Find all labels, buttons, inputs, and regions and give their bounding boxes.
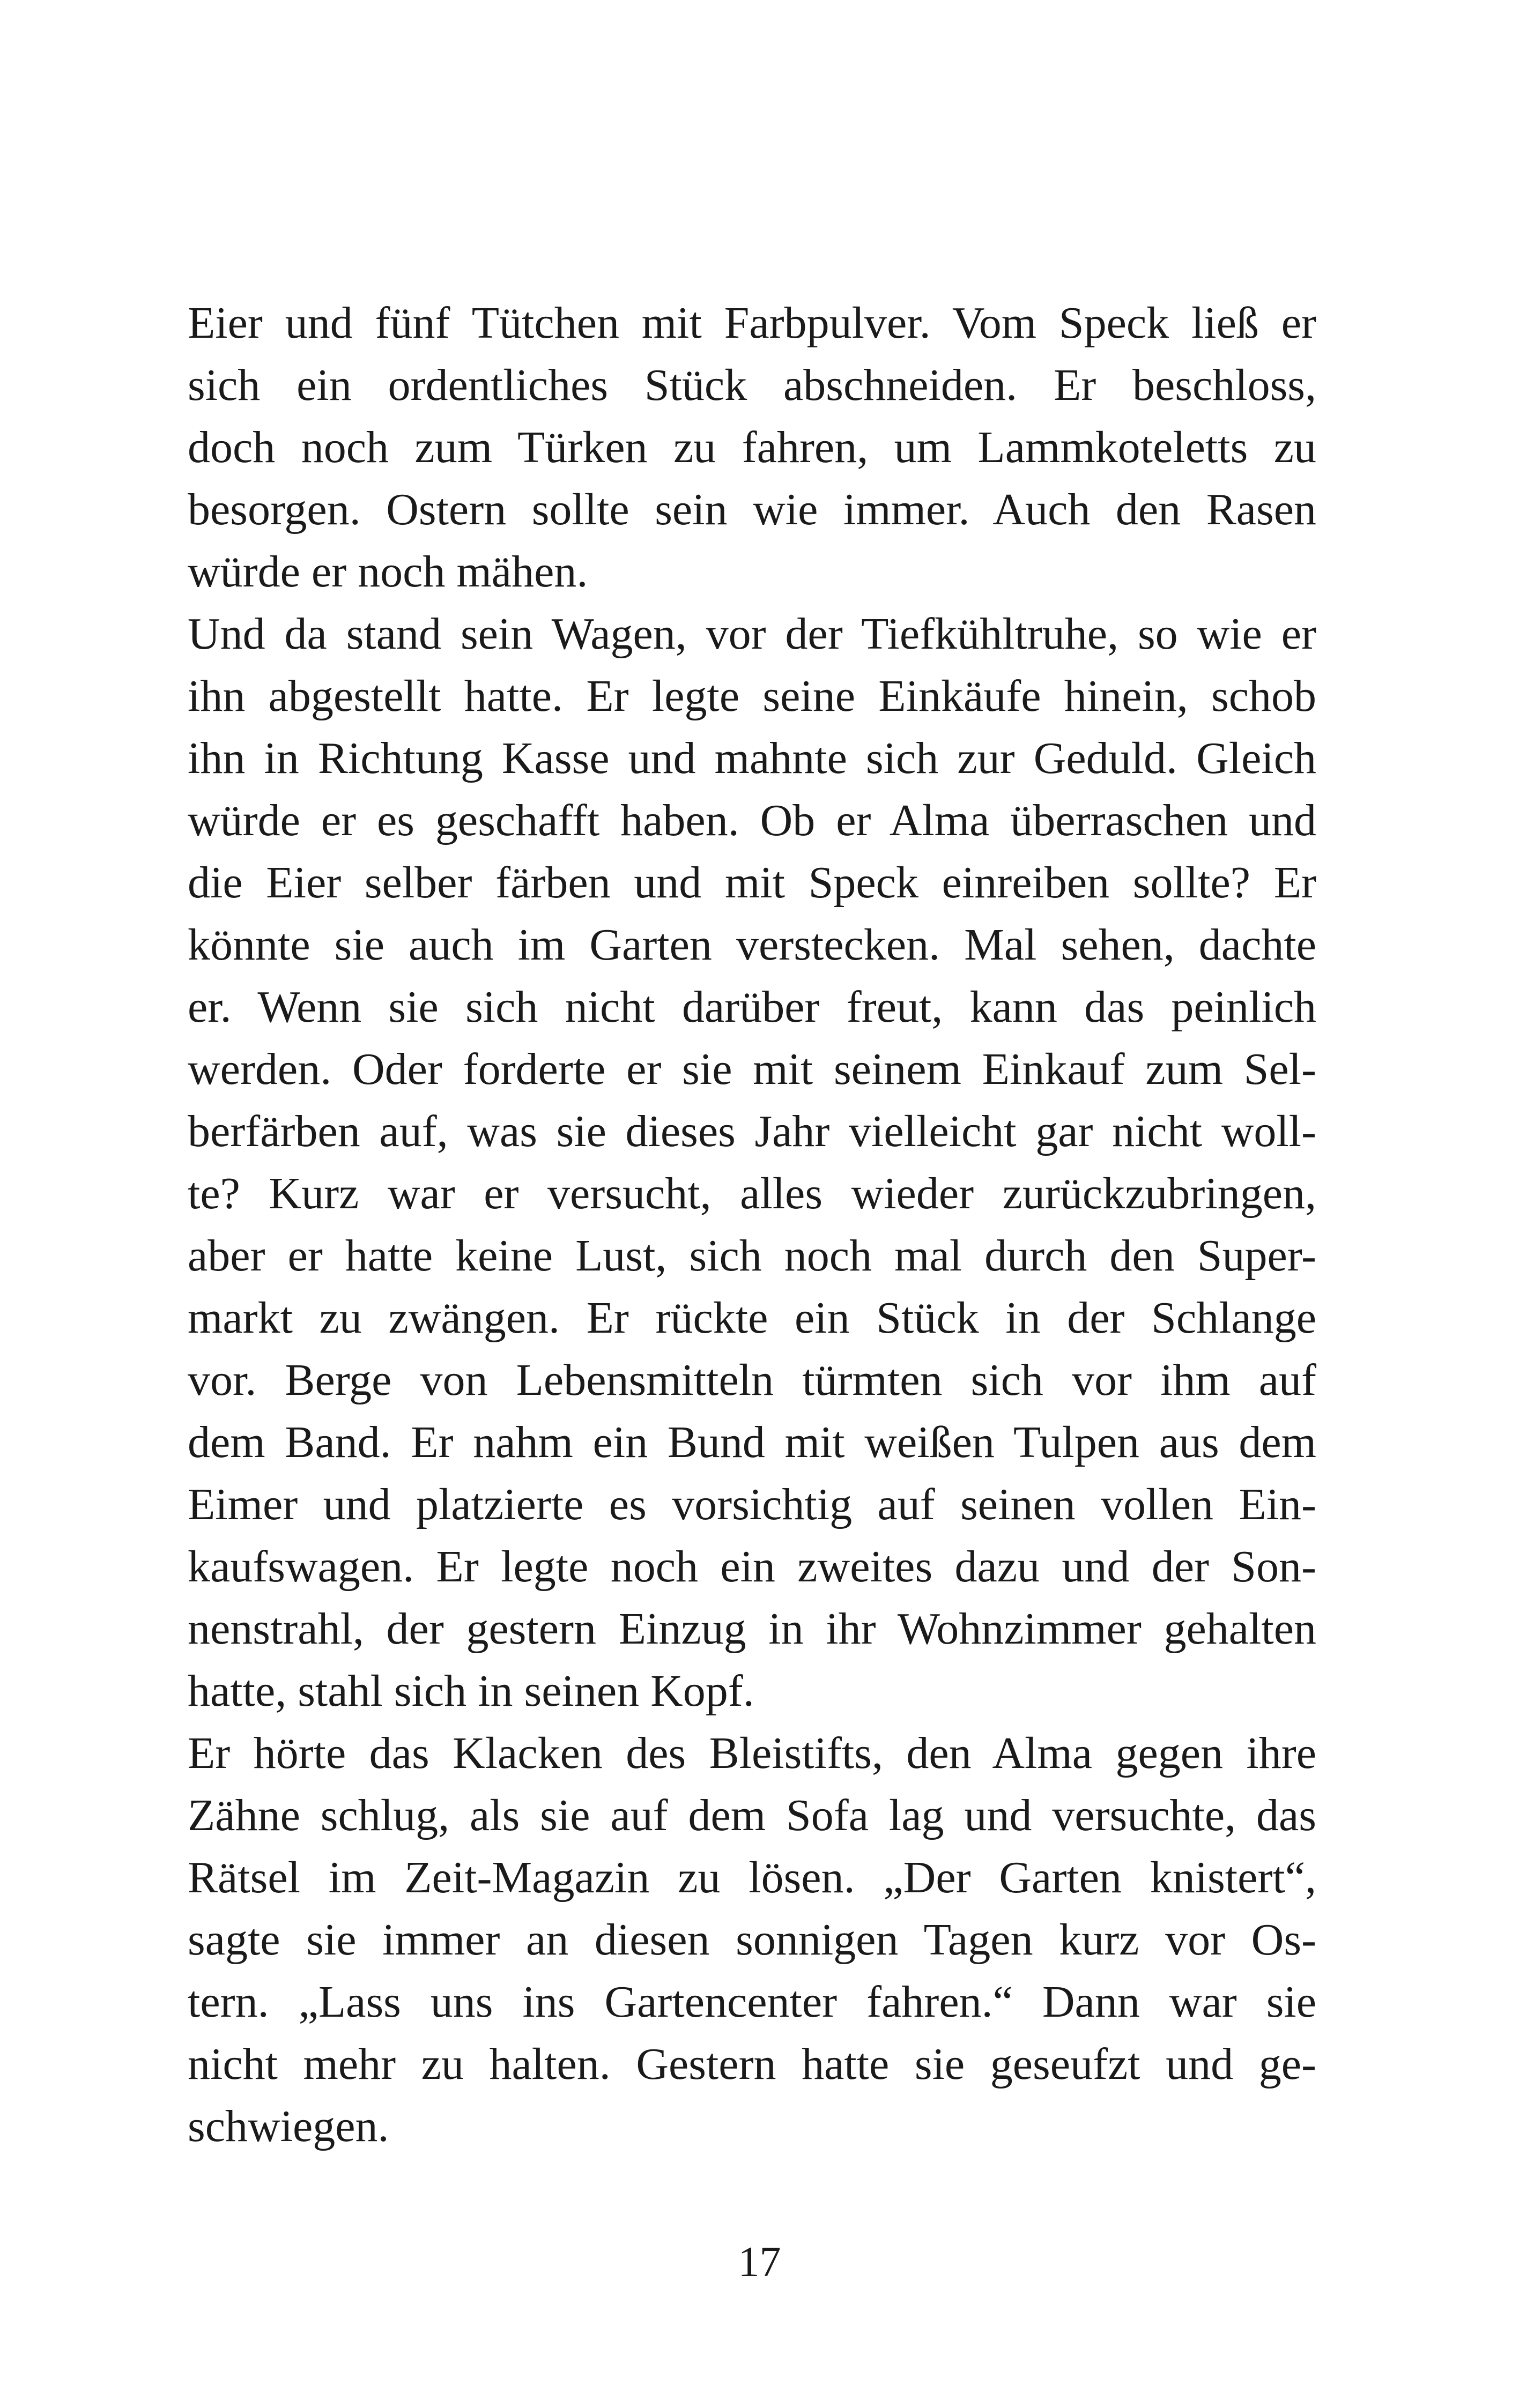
- text-line: aber er hatte keine Lust, sich noch mal durch den Super-: [188, 1231, 1316, 1281]
- text-line: besorgen. Ostern sollte sein wie immer. Auch den Rasen: [188, 485, 1316, 534]
- text-line: Rätsel im Zeit-Magazin zu lösen. „Der Garten knistert“,: [188, 1853, 1316, 1902]
- body-text: [188, 292, 1316, 2158]
- text-line: er. Wenn sie sich nicht darüber freut, kann das peinlich: [188, 982, 1316, 1032]
- text-line: vor. Berge von Lebensmitteln türmten sich vor ihm auf: [188, 1355, 1316, 1405]
- text-line: die Eier selber färben und mit Speck einreiben sollte? Er: [188, 858, 1316, 908]
- text-line: ihn in Richtung Kasse und mahnte sich zur Geduld. Gleich: [188, 733, 1316, 783]
- text-line: Er hörte das Klacken des Bleistifts, den Alma gegen ihre: [188, 1728, 1316, 1778]
- text-line: hatte, stahl sich in seinen Kopf.: [188, 1666, 754, 1716]
- text-line: würde er noch mähen.: [188, 547, 588, 597]
- text-line: tern. „Lass uns ins Gartencenter fahren.“ Dann war sie: [188, 1977, 1316, 2027]
- text-line: dem Band. Er nahm ein Bund mit weißen Tulpen aus dem: [188, 1417, 1316, 1467]
- text-line: ihn abgestellt hatte. Er legte seine Einkäufe hinein, schob: [188, 671, 1316, 721]
- paragraph-1: [188, 292, 1316, 603]
- text-line: markt zu zwängen. Er rückte ein Stück in der Schlange: [188, 1293, 1316, 1343]
- text-line: würde er es geschafft haben. Ob er Alma überraschen und: [188, 796, 1316, 845]
- page-number: 17: [738, 2239, 781, 2286]
- text-line: nicht mehr zu halten. Gestern hatte sie geseufzt und ge-: [188, 2039, 1316, 2089]
- text-line: kaufswagen. Er legte noch ein zweites dazu und der Son-: [188, 1542, 1316, 1592]
- text-line: te? Kurz war er versucht, alles wieder zurückzubringen,: [188, 1169, 1316, 1218]
- text-line: werden. Oder forderte er sie mit seinem Einkauf zum Sel-: [188, 1044, 1316, 1094]
- text-line: doch noch zum Türken zu fahren, um Lammkoteletts zu: [188, 422, 1316, 472]
- text-line: schwiegen.: [188, 2101, 389, 2151]
- text-line: Und da stand sein Wagen, vor der Tiefkühltruhe, so wie er: [188, 609, 1316, 659]
- paragraph-2: [188, 603, 1316, 1722]
- text-line: sagte sie immer an diesen sonnigen Tagen kurz vor Os-: [188, 1915, 1316, 1965]
- text-line: Eimer und platzierte es vorsichtig auf seinen vollen Ein-: [188, 1480, 1316, 1529]
- text-line: nenstrahl, der gestern Einzug in ihr Wohnzimmer gehalten: [188, 1604, 1316, 1654]
- text-line: könnte sie auch im Garten verstecken. Mal sehen, dachte: [188, 920, 1316, 970]
- paragraph-3: [188, 1722, 1316, 2158]
- text-line: sich ein ordentliches Stück abschneiden. Er beschloss,: [188, 360, 1316, 410]
- text-line: Eier und fünf Tütchen mit Farbpulver. Vom Speck ließ er: [188, 298, 1316, 348]
- text-line: Zähne schlug, als sie auf dem Sofa lag und versuchte, das: [188, 1790, 1316, 1840]
- text-line: berfärben auf, was sie dieses Jahr vielleicht gar nicht woll-: [188, 1106, 1316, 1156]
